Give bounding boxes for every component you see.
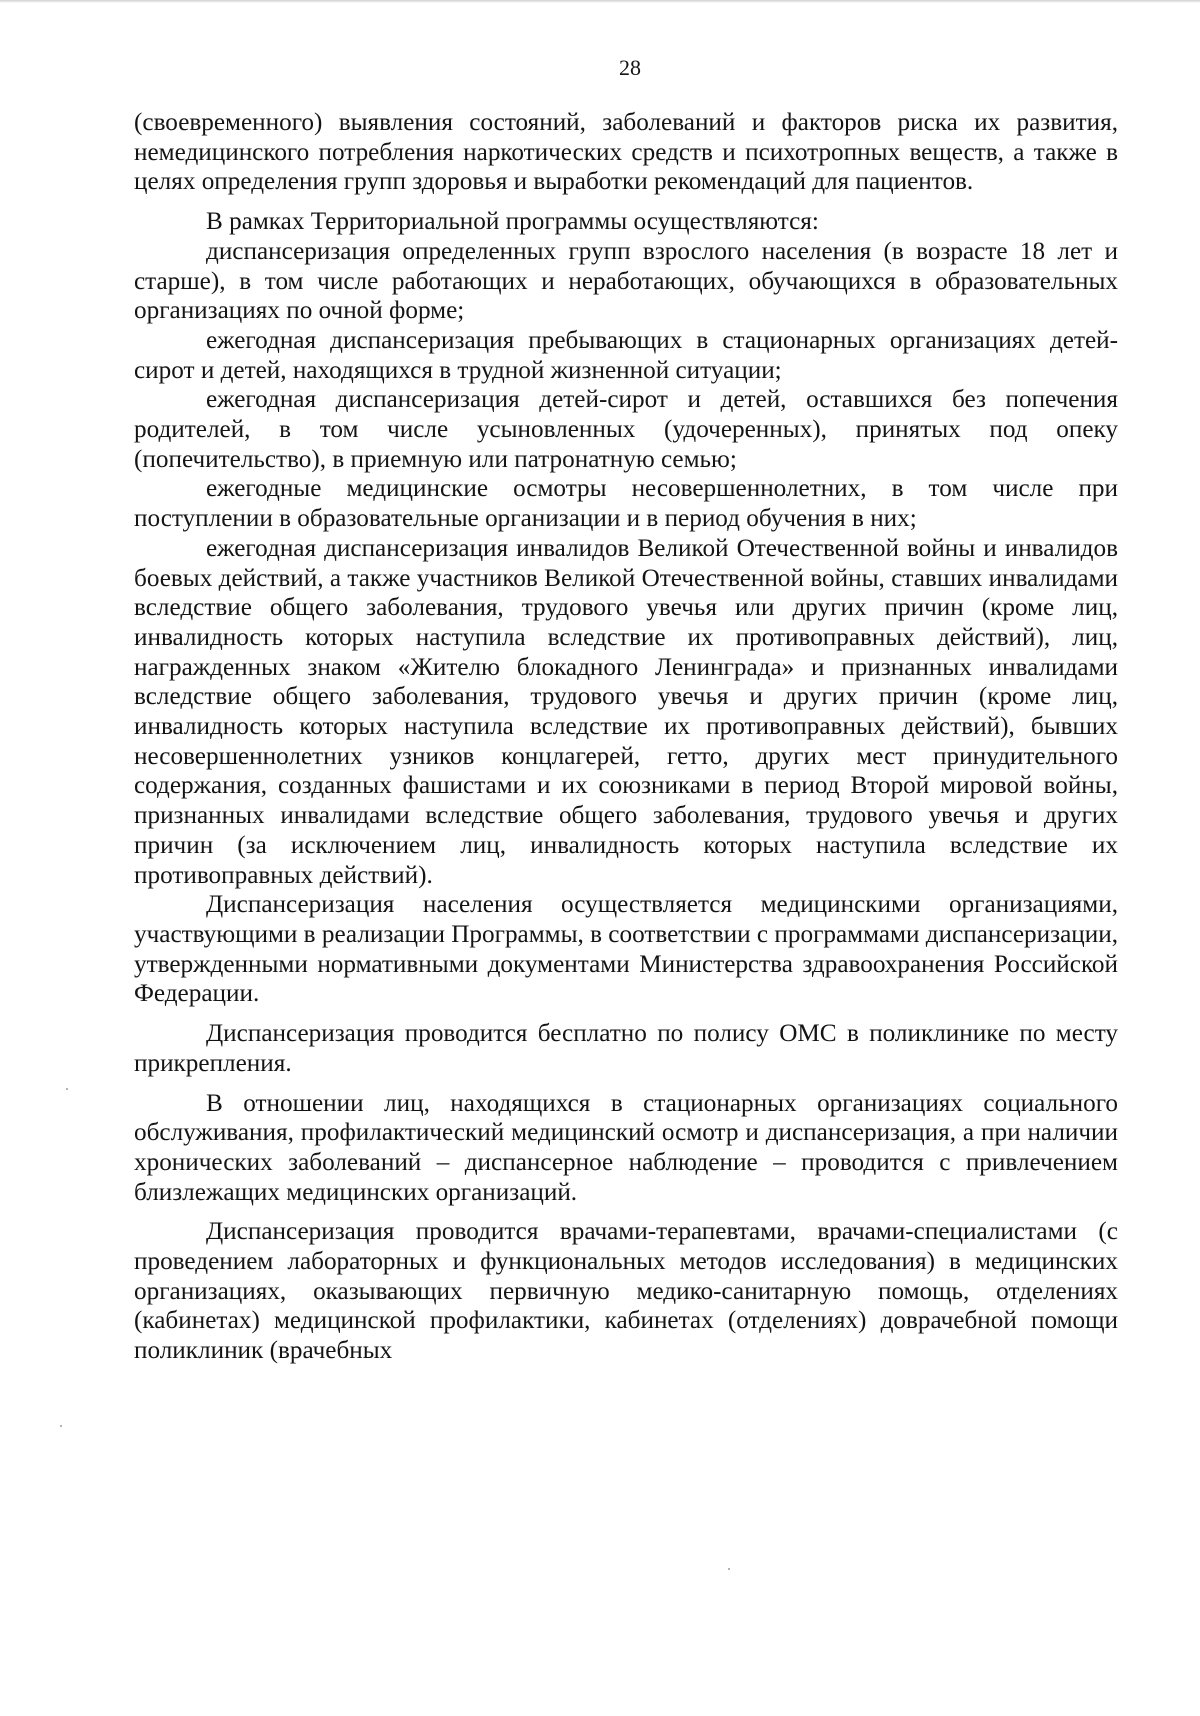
list-item-minors-checkups: ежегодные медицинские осмотры несовершеннолетних, в том числе при поступлении в образовательные организации и в период обучения в них;: [134, 475, 1118, 533]
scan-speck: [728, 1568, 730, 1570]
paragraph-intro: В рамках Территориальной программы осуществляются:: [206, 208, 819, 236]
list-item-adult-dispensarization: диспансеризация определенных групп взрослого населения (в возрасте 18 лет и старше), в том числе работающих и неработающих, обучающихся в образовательных организациях по очной форме;: [134, 237, 1118, 325]
scan-speck: [60, 1425, 62, 1427]
paragraph-social-care-institutions: В отношении лиц, находящихся в стационарных организациях социального обслуживания, профилактический медицинский осмотр и диспансеризация, а при наличии хронических заболеваний – диспансерное наблюдение – проводится с привлечением близлежащих медицинских организаций.: [134, 1089, 1118, 1206]
document-body: [134, 108, 1118, 1366]
page-number: 28: [619, 55, 641, 80]
paragraph-performing-organizations: Диспансеризация населения осуществляется медицинскими организациями, участвующими в реализации Программы, в соответствии с программами диспансеризации, утвержденными нормативными документами Министерства здравоохранения Российской Федерации.: [134, 891, 1118, 1008]
scan-edge: [0, 0, 1200, 3]
paragraph-performed-by-doctors: Диспансеризация проводится врачами-терапевтами, врачами-специалистами (с проведением лабораторных и функциональных методов исследования) в медицинских организациях, оказывающих первичную медико-санитарную помощь, отделениях (кабинетах) медицинской профилактики, кабинетах (отделениях) доврачебной помощи поликлиник (врачебных: [134, 1218, 1118, 1365]
paragraph-free-of-charge: Диспансеризация проводится бесплатно по полису ОМС в поликлинике по месту прикрепления.: [134, 1020, 1118, 1077]
paragraph-continuation: (своевременного) выявления состояний, заболеваний и факторов риска их развития, немедицинского потребления наркотических средств и психотропных веществ, а также в целях определения групп здоровья и выработки рекомендаций для пациентов.: [134, 109, 1118, 196]
list-item-orphans-in-institutions: ежегодная диспансеризация пребывающих в стационарных организациях детей-сирот и детей, находящихся в трудной жизненной ситуации;: [134, 326, 1118, 384]
list-item-orphans-without-care: ежегодная диспансеризация детей-сирот и детей, оставшихся без попечения родителей, в том числе усыновленных (удочеренных), принятых под опеку (попечительство), в приемную или патронатную семью;: [134, 386, 1118, 473]
scan-speck: [66, 1088, 68, 1090]
list-item-veterans-dispensarization: ежегодная диспансеризация инвалидов Великой Отечественной войны и инвалидов боевых действий, а также участников Великой Отечественной войны, ставших инвалидами вследствие общего заболевания, трудового увечья или других причин (кроме лиц, инвалидность которых наступила вследствие их противоправных действий), лиц, награжденных знаком «Жителю блокадного Ленинграда» и признанных инвалидами вследствие общего заболевания, трудового увечья и других причин (кроме лиц, инвалидность которых наступила вследствие их противоправных действий), бывших несовершеннолетних узников концлагерей, гетто, других мест принудительного содержания, созданных фашистами и их союзниками в период Второй мировой войны, признанных инвалидами вследствие общего заболевания, трудового увечья и других причин (за исключением лиц, инвалидность которых наступила вследствие их противоправных действий).: [134, 534, 1118, 889]
